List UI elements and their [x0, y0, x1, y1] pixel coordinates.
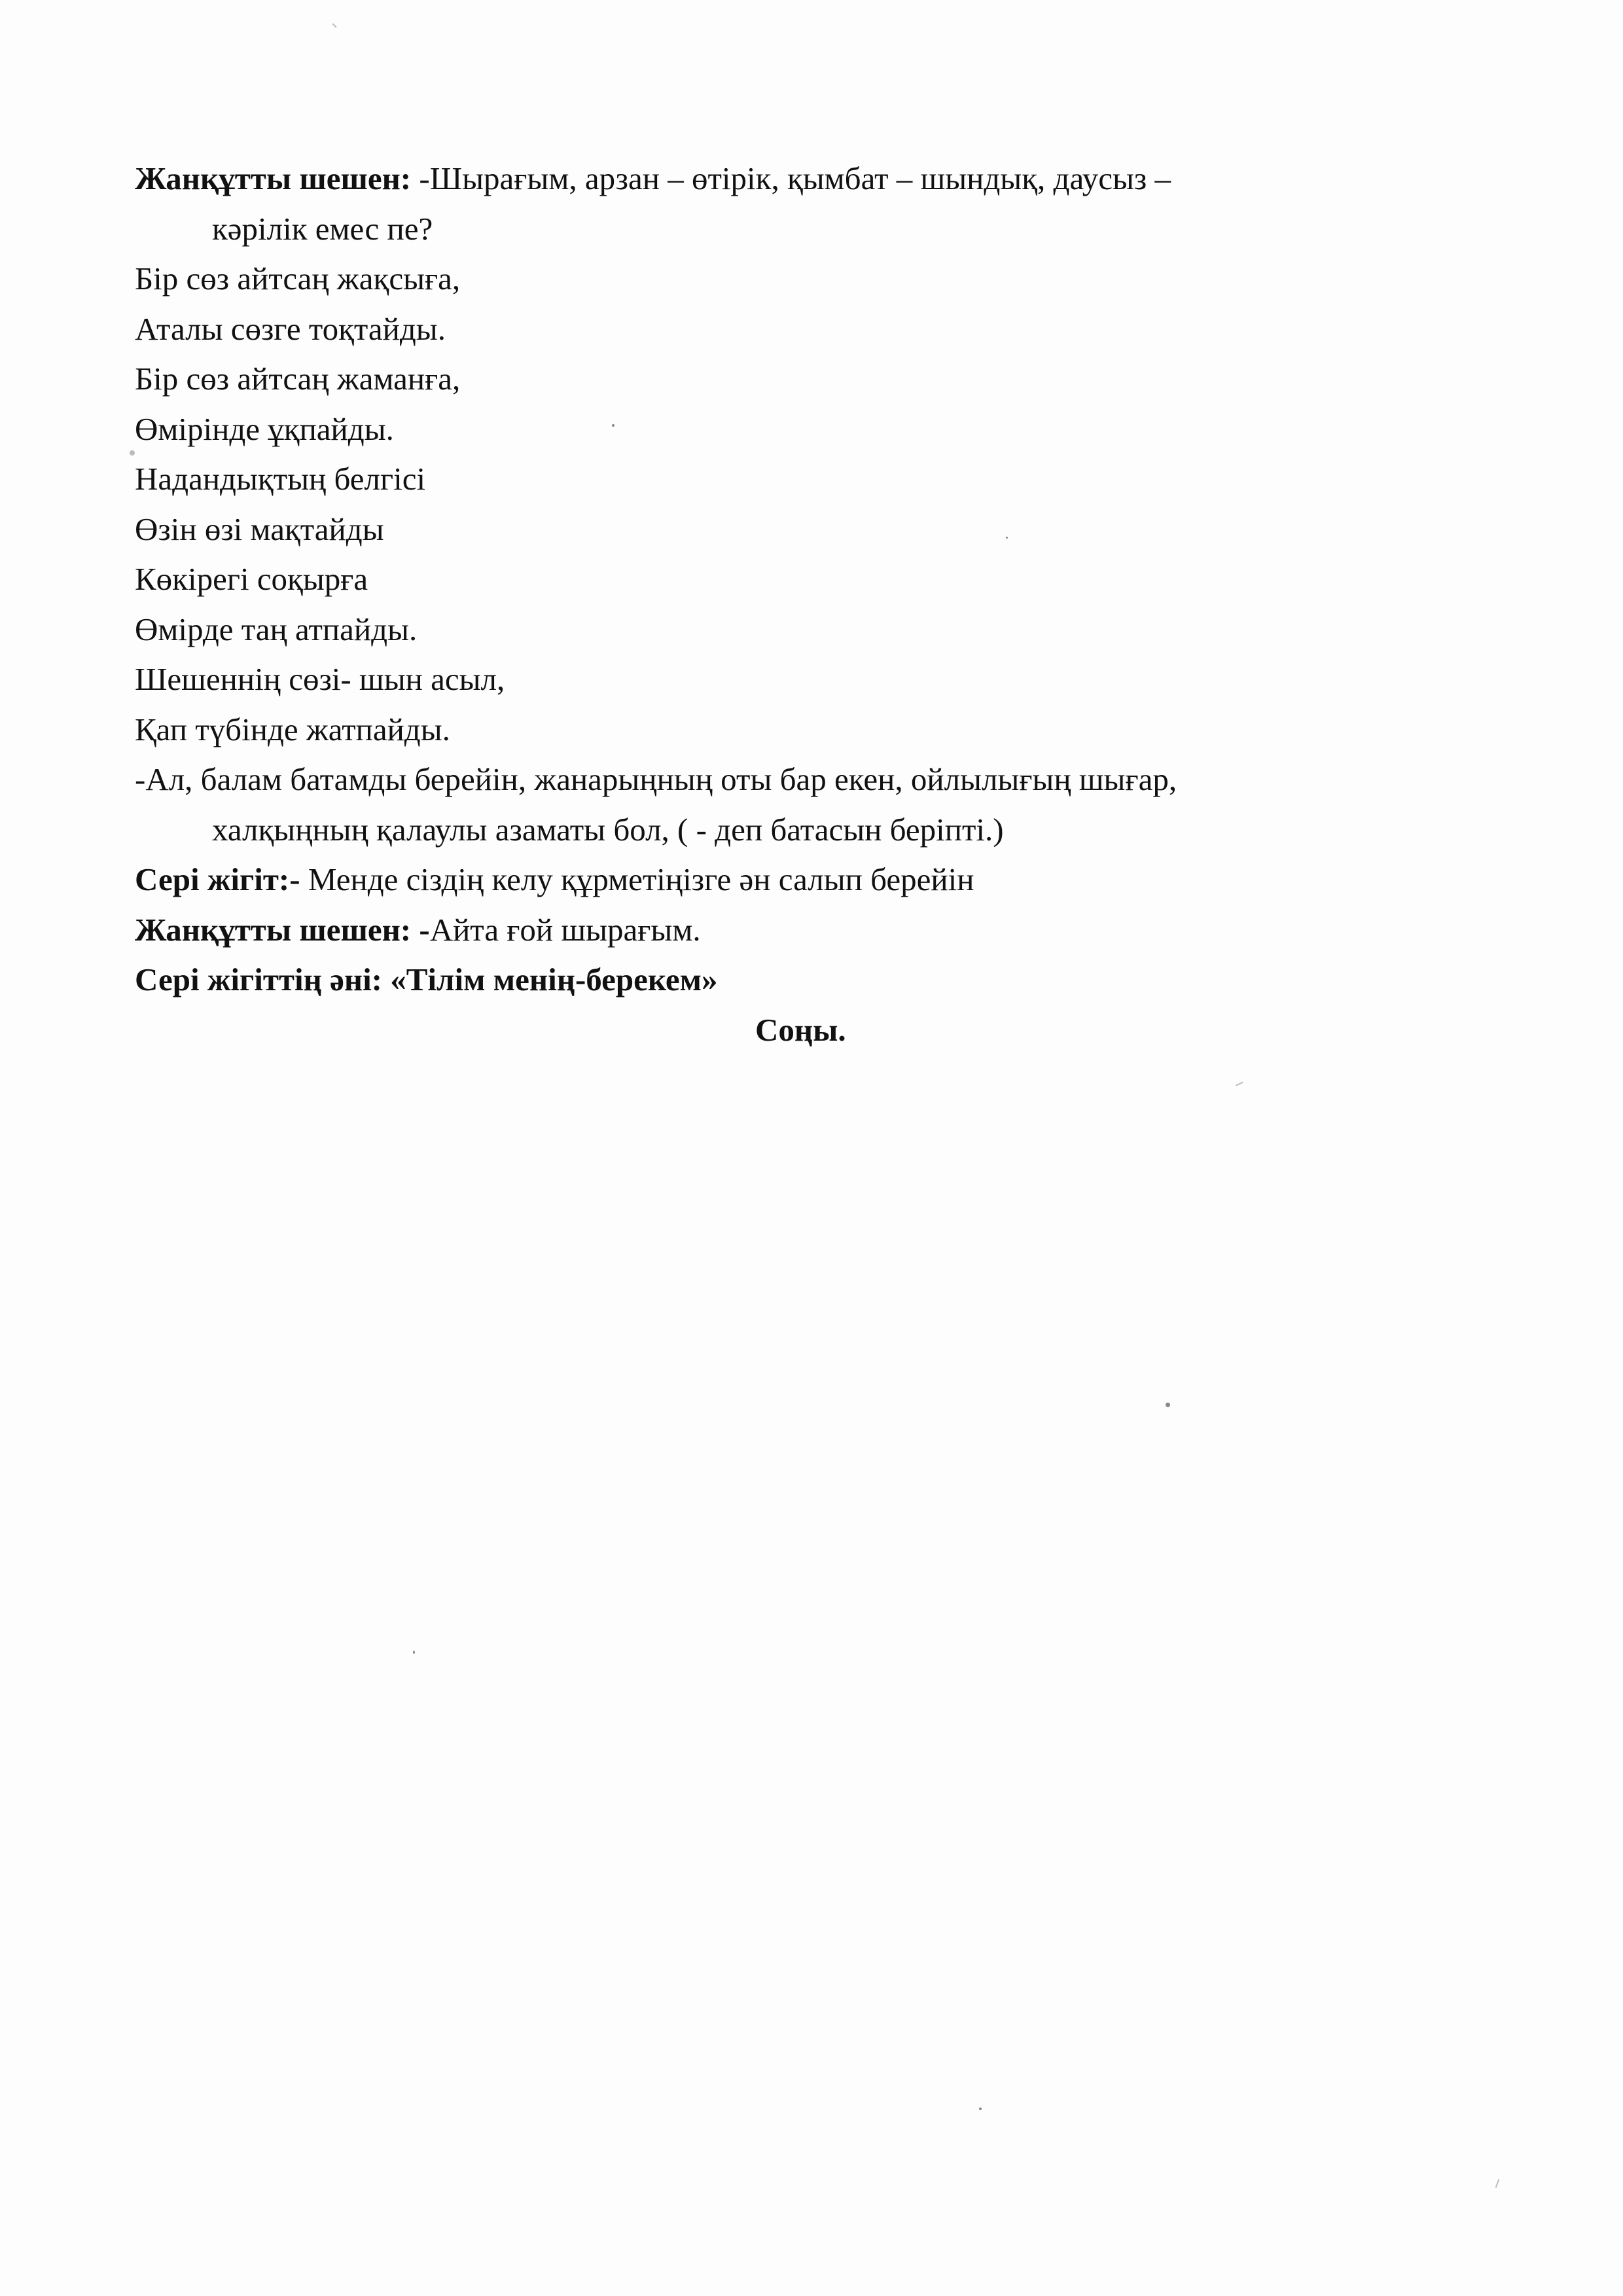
- line-text: -Ал, балам батамды берейін, жанарыңның оты бар екен, ойлылығың шығар,: [135, 761, 1177, 797]
- document-body: [135, 154, 1509, 1055]
- dialogue-line: [135, 154, 1509, 204]
- poem-line: [135, 404, 1509, 455]
- speaker-label: Сері жігіт:-: [135, 861, 300, 897]
- line-text: Айта ғой шырағым.: [429, 911, 701, 948]
- line-text: Көкірегі соқырға: [135, 561, 368, 597]
- line-text: Аталы сөзге тоқтайды.: [135, 310, 446, 347]
- line-text: Өмірінде ұқпайды.: [135, 410, 394, 447]
- scan-scratch: [1495, 2179, 1500, 2188]
- song-title: Сері жігіттің әні: «Тілім менің-берекем»: [135, 961, 718, 997]
- poem-line: [135, 354, 1509, 404]
- line-text: Өзін өзі мақтайды: [135, 511, 384, 547]
- speaker-label: Жанқұтты шешен:: [135, 160, 412, 196]
- poem-line: [135, 655, 1509, 705]
- scan-scratch: [332, 23, 336, 27]
- ending-line: [135, 1005, 1509, 1056]
- ending-label: Соңы.: [755, 1011, 846, 1048]
- line-text: Менде сіздің келу құрметіңізге ән салып берейін: [300, 861, 974, 897]
- line-text: -Шырағым, арзан – өтірік, қымбат – шындық, даусыз –: [411, 160, 1171, 196]
- poem-line: [135, 554, 1509, 605]
- line-text: Қап түбінде жатпайды.: [135, 711, 450, 747]
- scan-scratch: [1236, 1082, 1243, 1086]
- poem-line: [135, 605, 1509, 655]
- line-text: Бір сөз айтсаң жақсыға,: [135, 260, 461, 296]
- dialogue-line: [135, 905, 1509, 956]
- line-text: Шешеннің сөзі- шын асыл,: [135, 661, 505, 697]
- poem-line: [135, 454, 1509, 505]
- scan-speck: [130, 450, 135, 456]
- scan-speck: [413, 1651, 415, 1654]
- line-text: кәрілік емес пе?: [212, 210, 433, 247]
- poem-line: [135, 254, 1509, 304]
- poem-line: [135, 304, 1509, 355]
- dialogue-line: [135, 755, 1509, 805]
- line-text: Бір сөз айтсаң жаманға,: [135, 361, 461, 397]
- dialogue-line: [135, 855, 1509, 905]
- scan-speck: [1166, 1403, 1170, 1407]
- line-text: Өмірде таң атпайды.: [135, 611, 418, 647]
- line-text: халқыңның қалаулы азаматы бол, ( - деп батасын беріпті.): [212, 811, 1004, 848]
- dialogue-line-continuation: [135, 204, 1509, 255]
- song-title-line: [135, 955, 1509, 1005]
- scan-speck: [979, 2108, 982, 2110]
- dialogue-line-continuation: [135, 805, 1509, 855]
- poem-line: [135, 705, 1509, 755]
- speaker-label: Жанқұтты шешен: -: [135, 911, 430, 948]
- poem-line: [135, 505, 1509, 555]
- line-text: Надандықтың белгісі: [135, 461, 426, 497]
